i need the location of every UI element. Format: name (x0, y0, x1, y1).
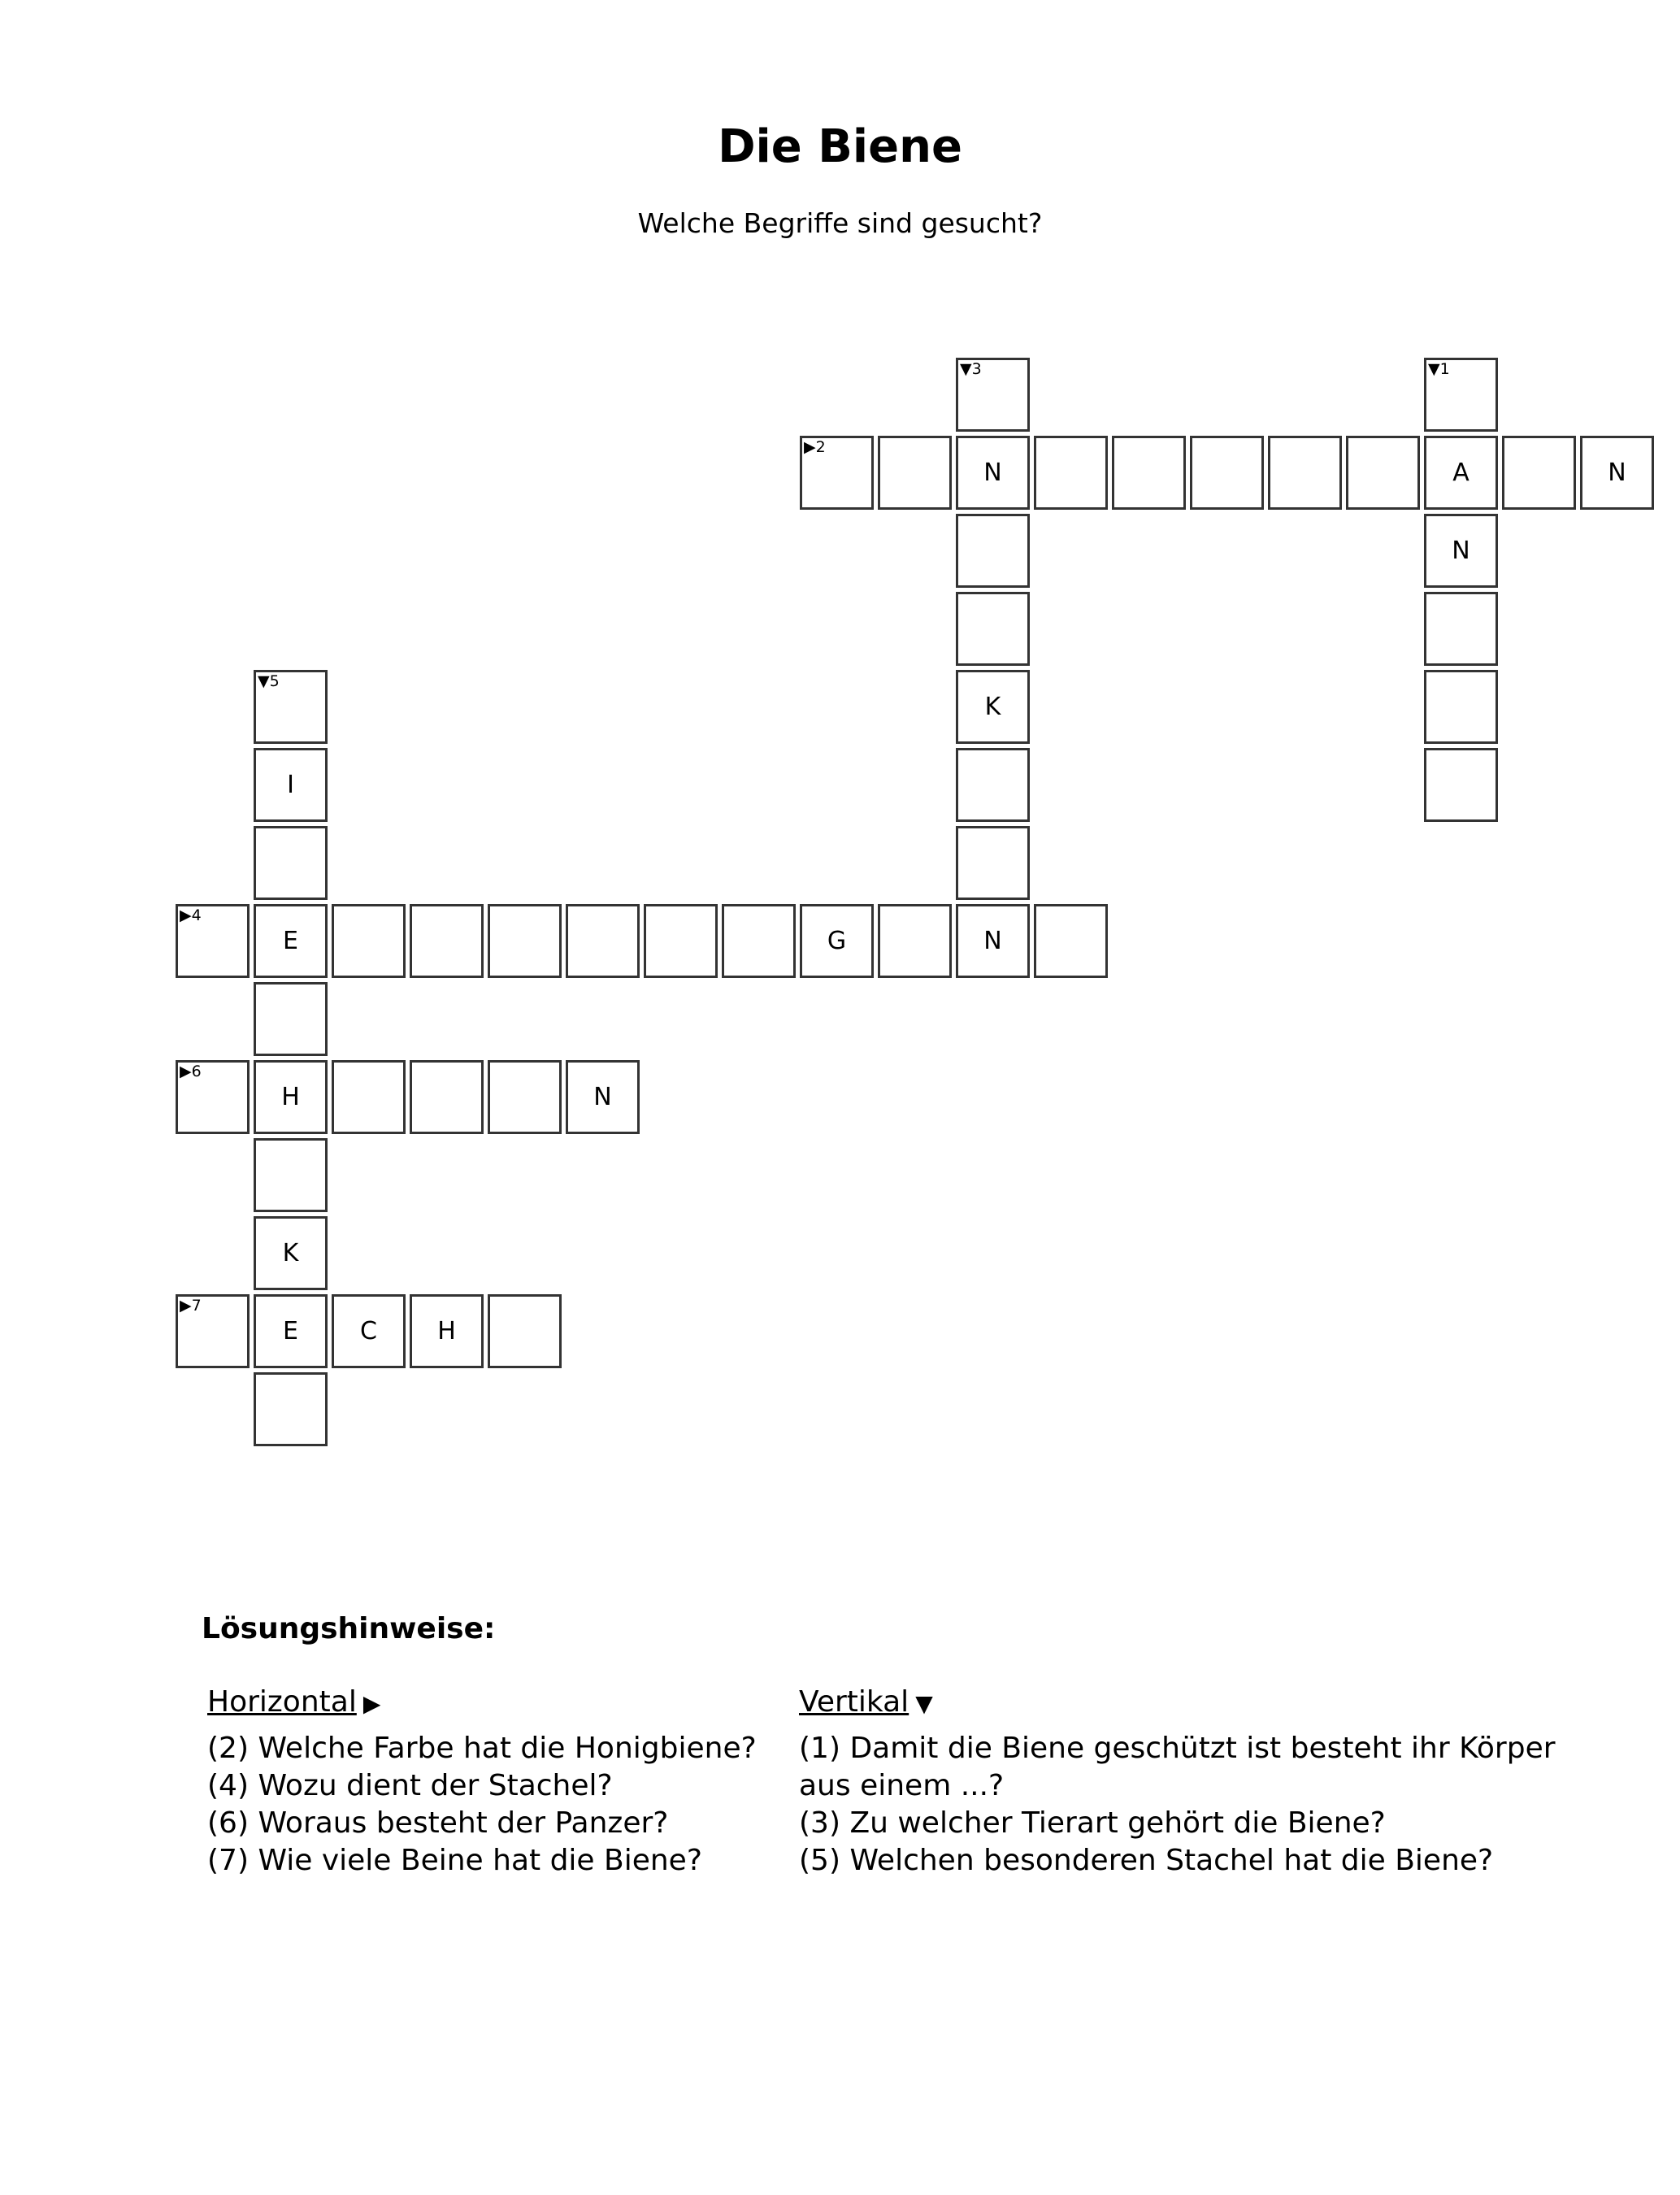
horizontal-heading (207, 1685, 380, 1719)
crossword-cell[interactable] (1268, 436, 1342, 510)
crossword-cell[interactable] (254, 1060, 328, 1134)
cell-letter: K (984, 693, 1001, 721)
clue-number-label: ▶4 (180, 906, 202, 924)
cell-letter: N (593, 1083, 612, 1111)
cell-letter: E (283, 927, 298, 955)
crossword-cell[interactable] (254, 748, 328, 822)
crossword-cell[interactable] (1424, 592, 1498, 666)
crossword-cell[interactable] (254, 904, 328, 978)
cell-letter: N (983, 927, 1002, 955)
crossword-cell[interactable] (410, 904, 484, 978)
crossword-cell[interactable] (488, 904, 562, 978)
horizontal-clue: (6) Woraus besteht der Panzer? (207, 1806, 669, 1840)
horizontal-clue: (2) Welche Farbe hat die Honigbiene? (207, 1732, 757, 1765)
crossword-cell[interactable] (722, 904, 796, 978)
crossword-cell[interactable] (1190, 436, 1264, 510)
crossword-cell[interactable] (1112, 436, 1186, 510)
crossword-cell[interactable] (1424, 748, 1498, 822)
crossword-cell[interactable] (878, 904, 952, 978)
clue-number-label: ▶2 (804, 438, 826, 456)
page-title: Die Biene (718, 120, 962, 173)
cell-letter: E (283, 1317, 298, 1345)
vertical-heading (799, 1685, 933, 1719)
cell-letter: C (360, 1317, 377, 1345)
crossword-cell[interactable] (956, 436, 1030, 510)
crossword-cell[interactable] (878, 436, 952, 510)
crossword-cell[interactable] (1034, 904, 1108, 978)
vertical-heading-label: Vertikal (799, 1685, 909, 1719)
arrow-right-icon: ▶ (362, 1690, 381, 1717)
horizontal-clue: (7) Wie viele Beine hat die Biene? (207, 1844, 702, 1877)
cell-letter: H (437, 1317, 456, 1345)
crossword-cell[interactable] (176, 1294, 250, 1368)
crossword-cell[interactable] (644, 904, 718, 978)
crossword-cell[interactable] (254, 1216, 328, 1290)
crossword-cell[interactable] (566, 904, 640, 978)
crossword-cell[interactable] (1424, 436, 1498, 510)
crossword-cell[interactable] (1346, 436, 1420, 510)
crossword-cell[interactable] (1424, 670, 1498, 744)
vertical-clue: (1) Damit die Biene geschützt ist besteht ihr Körper (799, 1732, 1556, 1765)
clue-number-label: ▼1 (1428, 360, 1450, 378)
clue-number-label: ▼3 (960, 360, 982, 378)
crossword-cell[interactable] (800, 904, 874, 978)
crossword-cell[interactable] (254, 1138, 328, 1212)
crossword-cell[interactable] (254, 1372, 328, 1446)
crossword-cell[interactable] (254, 670, 328, 744)
crossword-cell[interactable] (410, 1294, 484, 1368)
crossword-cell[interactable] (254, 826, 328, 900)
cell-letter: G (827, 927, 847, 955)
crossword-cell[interactable] (254, 982, 328, 1056)
cell-letter: N (1608, 459, 1626, 487)
crossword-cell[interactable] (1424, 358, 1498, 432)
vertical-clue: (3) Zu welcher Tierart gehört die Biene? (799, 1806, 1386, 1840)
cell-letter: N (1452, 537, 1470, 565)
crossword-cell[interactable] (176, 904, 250, 978)
crossword-cell[interactable] (956, 904, 1030, 978)
horizontal-heading-label: Horizontal (207, 1685, 357, 1719)
crossword-cell[interactable] (254, 1294, 328, 1368)
clue-number-label: ▶6 (180, 1063, 202, 1080)
crossword-cell[interactable] (332, 1060, 406, 1134)
crossword-cell[interactable] (176, 1060, 250, 1134)
cell-letter: H (281, 1083, 300, 1111)
crossword-cell[interactable] (1502, 436, 1576, 510)
crossword-cell[interactable] (956, 670, 1030, 744)
arrow-down-icon: ▼ (915, 1690, 933, 1717)
crossword-cell[interactable] (488, 1294, 562, 1368)
cell-letter: I (287, 771, 294, 799)
crossword-cell[interactable] (410, 1060, 484, 1134)
crossword-cell[interactable] (488, 1060, 562, 1134)
crossword-cell[interactable] (956, 826, 1030, 900)
cell-letter: A (1452, 459, 1469, 487)
crossword-cell[interactable] (956, 748, 1030, 822)
crossword-cell[interactable] (956, 514, 1030, 588)
horizontal-clue: (4) Wozu dient der Stachel? (207, 1769, 613, 1802)
crossword-cell[interactable] (332, 904, 406, 978)
vertical-clue-list (799, 1730, 1556, 1880)
crossword-cell[interactable] (956, 592, 1030, 666)
vertical-clue: aus einem ...? (799, 1769, 1005, 1802)
cell-letter: K (282, 1239, 299, 1267)
crossword-cell[interactable] (1034, 436, 1108, 510)
page-subtitle: Welche Begriffe sind gesucht? (637, 207, 1043, 239)
crossword-cell[interactable] (566, 1060, 640, 1134)
vertical-clue: (5) Welchen besonderen Stachel hat die Biene? (799, 1844, 1494, 1877)
clue-number-label: ▼5 (258, 672, 280, 690)
horizontal-clue-list (207, 1730, 757, 1880)
hints-heading: Lösungshinweise: (202, 1612, 496, 1645)
crossword-cell[interactable] (800, 436, 874, 510)
crossword-cell[interactable] (332, 1294, 406, 1368)
clue-number-label: ▶7 (180, 1297, 202, 1315)
crossword-cell[interactable] (1580, 436, 1654, 510)
cell-letter: N (983, 459, 1002, 487)
crossword-cell[interactable] (956, 358, 1030, 432)
crossword-cell[interactable] (1424, 514, 1498, 588)
